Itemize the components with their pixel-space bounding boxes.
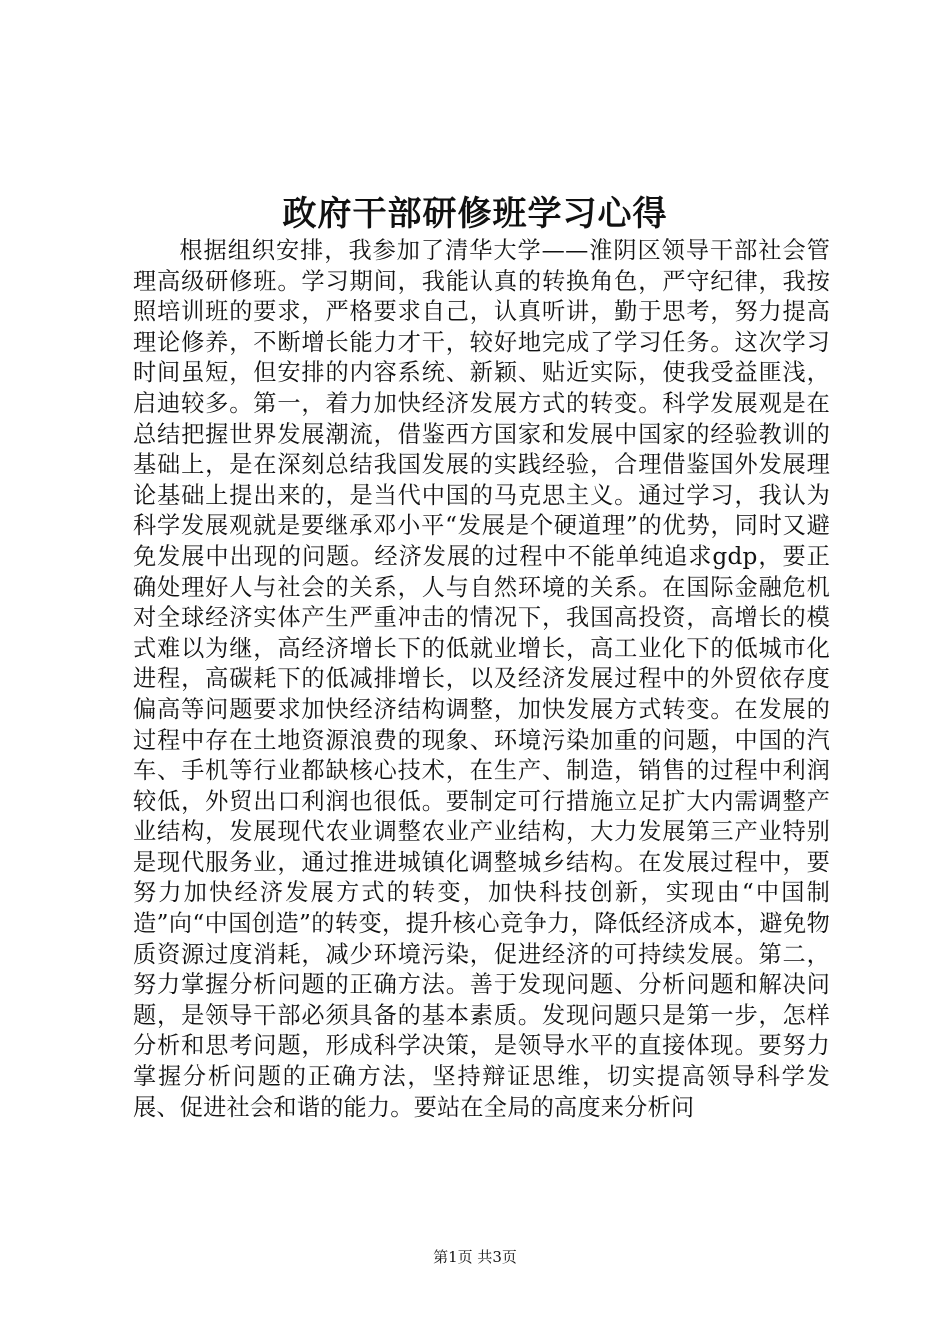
- document-body-paragraph: 根据组织安排，我参加了清华大学——淮阴区领导干部社会管理高级研修班。学习期间，我能认真的转换角色，严守纪律，我按照培训班的要求，严格要求自己，认真听讲，勤于思考，努力提高理论修养，不断增长能力才干，较好地完成了学习任务。这次学习时间虽短，但安排的内容系统、新颖、贴近实际，使我受益匪浅，启迪较多。第一，着力加快经济发展方式的转变。科学发展观是在总结把握世界发展潮流，借鉴西方国家和发展中国家的经验教训的基础上，是在深刻总结我国发展的实践经验，合理借鉴国外发展理论基础上提出来的，是当代中国的马克思主义。通过学习，我认为科学发展观就是要继承邓小平“发展是个硬道理”的优势，同时又避免发展中出现的问题。经济发展的过程中不能单纯追求gdp，要正确处理好人与社会的关系，人与自然环境的关系。在国际金融危机对全球经济实体产生严重冲击的情况下，我国高投资，高增长的模式难以为继，高经济增长下的低就业增长，高工业化下的低城市化进程，高碳耗下的低减排增长，以及经济发展过程中的外贸依存度偏高等问题要求加快经济结构调整，加快发展方式转变。在发展的过程中存在土地资源浪费的现象、环境污染加重的问题，中国的汽车、手机等行业都缺核心技术，在生产、制造，销售的过程中利润较低，外贸出口利润也很低。要制定可行措施立足扩大内需调整产业结构，发展现代农业调整农业产业结构，大力发展第三产业特别是现代服务业，通过推进城镇化调整城乡结构。在发展过程中，要努力加快经济发展方式的转变，加快科技创新，实现由“中国制造”向“中国创造”的转变，提升核心竞争力，降低经济成本，避免物质资源过度消耗，减少环境污染，促进经济的可持续发展。第二，努力掌握分析问题的正确方法。善于发现问题、分析问题和解决问题，是领导干部必须具备的基本素质。发现问题只是第一步，怎样分析和思考问题，形成科学决策，是领导水平的直接体现。要努力掌握分析问题的正确方法，坚持辩证思维，切实提高领导科学发展、促进社会和谐的能力。要站在全局的高度来分析问: [133, 237, 830, 1121]
- page-footer: 第1页 共3页: [433, 1248, 517, 1266]
- document-title: 政府干部研修班学习心得: [282, 194, 668, 234]
